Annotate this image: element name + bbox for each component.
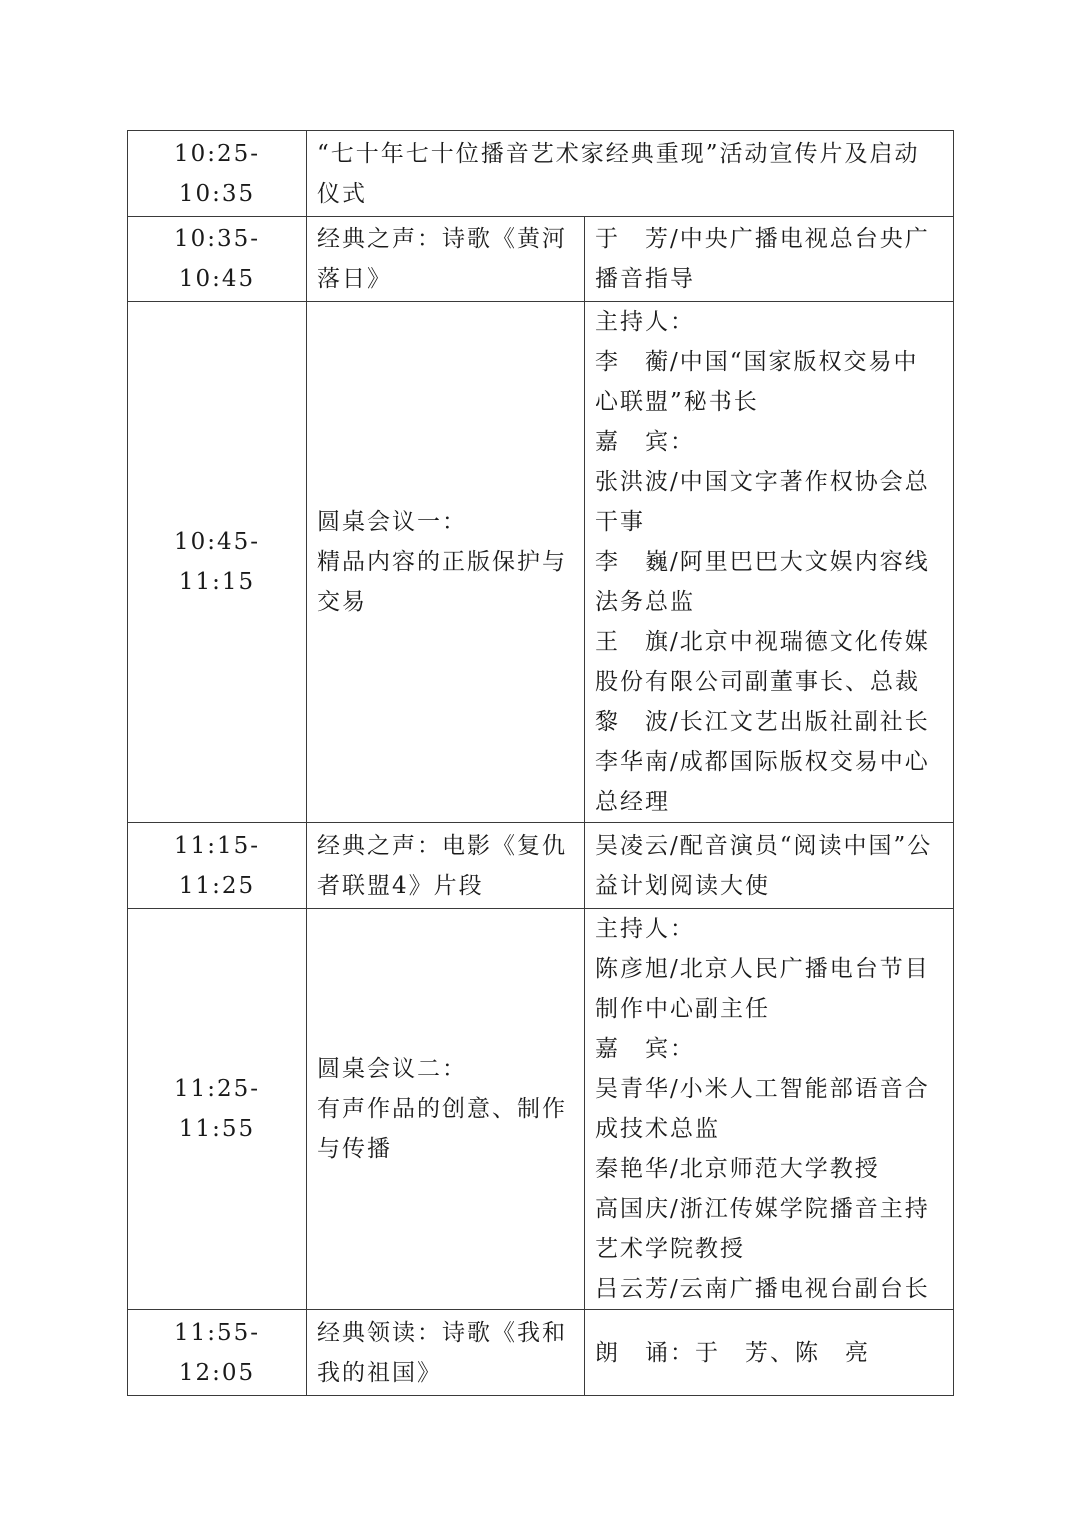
- activity-cell: 经典之声：诗歌《黄河落日》: [307, 217, 585, 302]
- activity-cell: [307, 909, 585, 1310]
- people-line: 张洪波/中国文字著作权协会总干事: [595, 469, 930, 535]
- table-row: [128, 302, 954, 823]
- people-line: 李华南/成都国际版权交易中心总经理: [595, 749, 930, 815]
- table-row: [128, 909, 954, 1310]
- people-line: 主持人：: [595, 309, 695, 335]
- people-line: 高国庆/浙江传媒学院播音主持艺术学院教授: [595, 1196, 930, 1262]
- time-cell: 10:25-10:35: [128, 131, 307, 217]
- activity-cell: 经典之声：电影《复仇者联盟4》片段: [307, 823, 585, 909]
- activity-cell: “七十年七十位播音艺术家经典重现”活动宣传片及启动仪式: [307, 131, 954, 217]
- people-line: 主持人：: [595, 916, 695, 942]
- people-cell: [585, 302, 954, 823]
- table-row: [128, 131, 954, 217]
- people-line: 吴青华/小米人工智能部语音合成技术总监: [595, 1076, 930, 1142]
- activity-line: 圆桌会议一：: [317, 509, 467, 535]
- schedule-table: [127, 130, 954, 1396]
- table-row: [128, 217, 954, 302]
- time-cell: 11:55-12:05: [128, 1310, 307, 1396]
- activity-cell: [307, 302, 585, 823]
- people-line: 嘉 宾：: [595, 1036, 695, 1062]
- people-line: 嘉 宾：: [595, 429, 695, 455]
- people-line: 吕云芳/云南广播电视台副台长: [595, 1276, 930, 1302]
- activity-line: 精品内容的正版保护与交易: [317, 549, 567, 615]
- people-line: 陈彦旭/北京人民广播电台节目制作中心副主任: [595, 956, 930, 1022]
- people-line: 李 蘅/中国“国家版权交易中心联盟”秘书长: [595, 349, 919, 415]
- people-line: 李 巍/阿里巴巴大文娱内容线法务总监: [595, 549, 930, 615]
- time-cell: 10:35-10:45: [128, 217, 307, 302]
- table-row: [128, 1310, 954, 1396]
- table-row: [128, 823, 954, 909]
- time-cell: 11:25-11:55: [128, 909, 307, 1310]
- people-line: 黎 波/长江文艺出版社副社长: [595, 709, 930, 735]
- activity-line: 有声作品的创意、制作与传播: [317, 1096, 567, 1162]
- people-line: 王 旗/北京中视瑞德文化传媒股份有限公司副董事长、总裁: [595, 629, 930, 695]
- people-cell: 吴凌云/配音演员“阅读中国”公益计划阅读大使: [585, 823, 954, 909]
- people-line: 秦艳华/北京师范大学教授: [595, 1156, 880, 1182]
- people-cell: 于 芳/中央广播电视总台央广播音指导: [585, 217, 954, 302]
- activity-line: 圆桌会议二：: [317, 1056, 467, 1082]
- people-cell: [585, 909, 954, 1310]
- time-cell: 11:15-11:25: [128, 823, 307, 909]
- time-cell: 10:45-11:15: [128, 302, 307, 823]
- activity-cell: 经典领读：诗歌《我和我的祖国》: [307, 1310, 585, 1396]
- people-cell: 朗 诵：于 芳、陈 亮: [585, 1310, 954, 1396]
